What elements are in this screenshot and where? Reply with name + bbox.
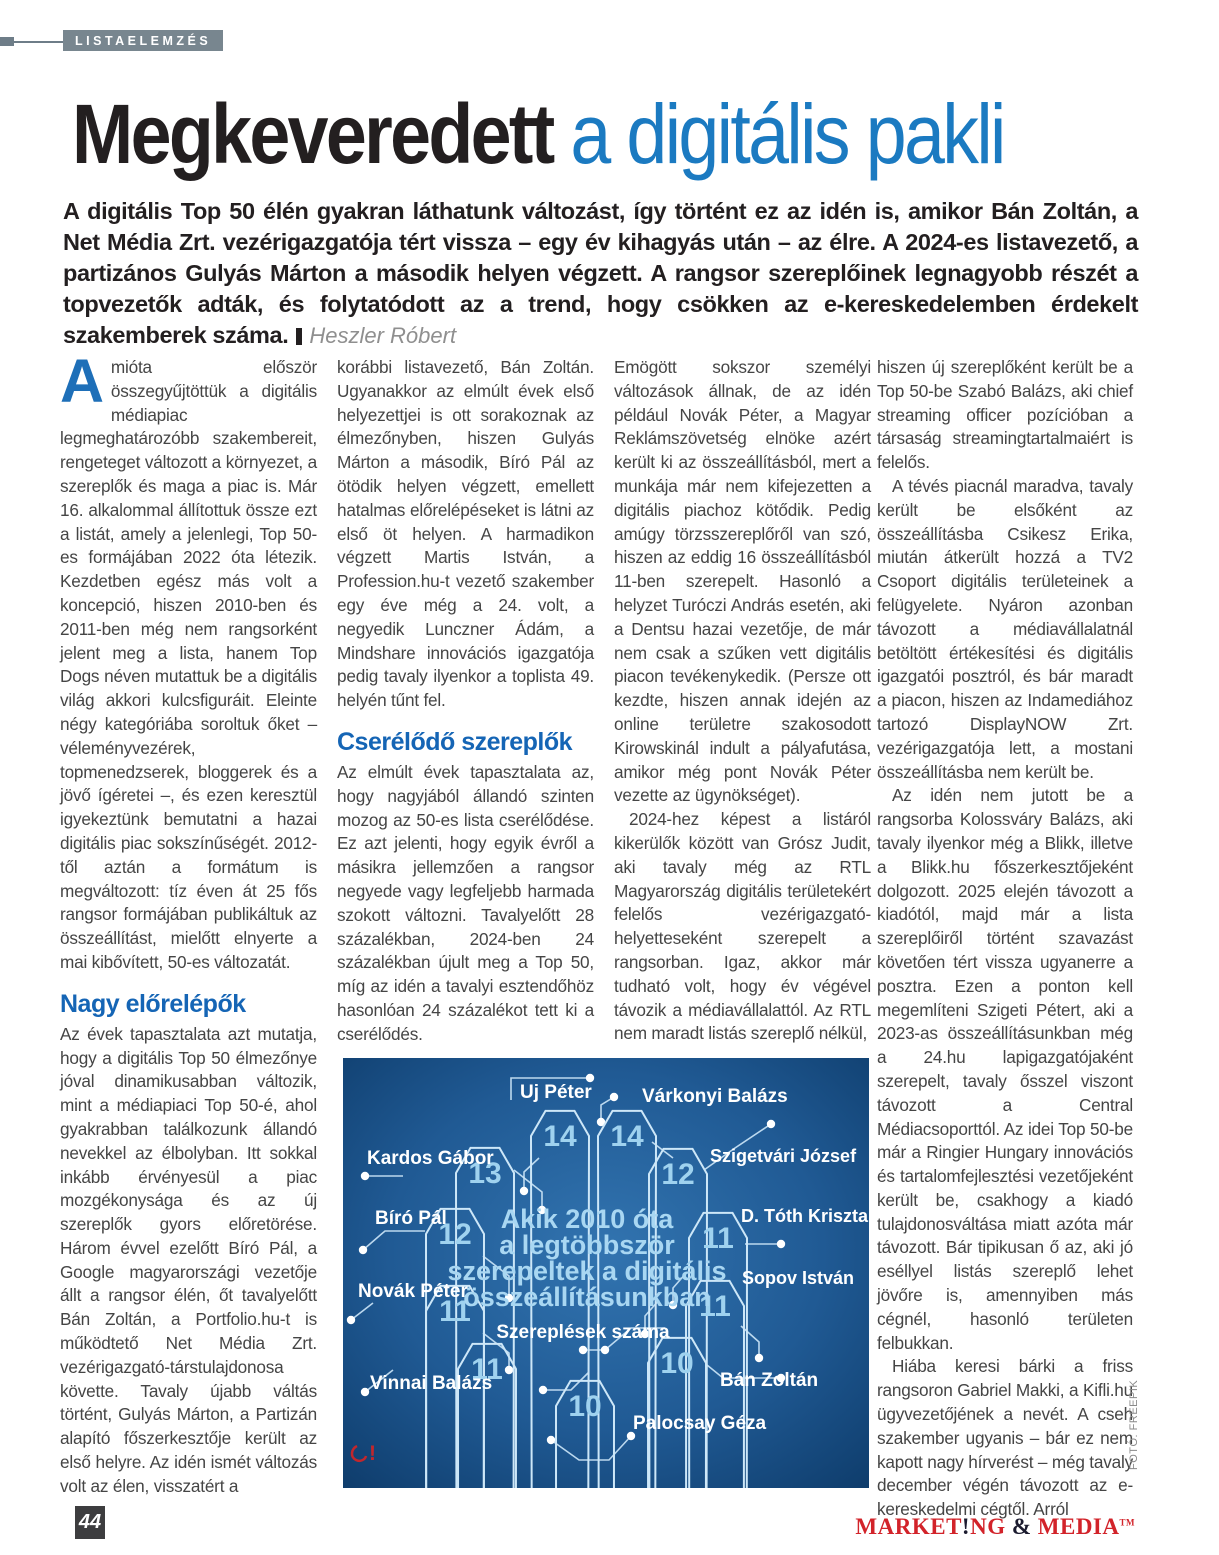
body-paragraph: Az elmúlt évek tapasztalata az, hogy nagyjából állandó szinten mozog az 50-es lista cserélődése. Ez azt jelenti, hogy egyik évről a másikra jellemzően a rangsor negyede vagy legfeljebb harmada szokott változni. Tavalyelőtt 28 százalékban, 2024-ben 24 százalékban újult meg a Top 50, míg az idén a tavalyi esztendőhöz hasonlóan 24 százalékot tett ki a cserélődés. bbox=[337, 761, 594, 1044]
person-name: Szigetvári József bbox=[710, 1146, 857, 1166]
person-name: Vinnai Balázs bbox=[370, 1373, 493, 1394]
logo-text: NG bbox=[970, 1514, 1012, 1539]
trace-dot bbox=[610, 1093, 618, 1101]
body-paragraph: Az évek tapasztalata azt mutatja, hogy a digitális Top 50 élmezőnye jóval dinamikusabban változik, mint a médiapiaci Top 50-é, ahol gyakrabban találkozunk állandó nevekkel az élbolyban. Itt sokkal inkább érvényesül a piac mozgékonysága és az új szereplők gyors előretörése. Három évvel ezelőtt Bíró Pál, a Google magyarországi vezetője állt a rangsor élén, őt tavalyelőtt Bán Zoltán, a Portfolio.hu-t is működtető Net Média Zrt. vezérigazgató-társtulajdonosa követte. Tavaly újabb váltás történt, Gulyás Márton, a Partizán alapító főszerkesztője került az első helyre. Az idén ismét változás volt az élen, visszatért a bbox=[60, 1023, 317, 1496]
trace-dot bbox=[520, 1187, 528, 1195]
body-paragraph bbox=[60, 347, 317, 975]
person-name: Kardos Gábor bbox=[367, 1148, 494, 1169]
infographic-title-line: a legtöbbször bbox=[499, 1230, 675, 1260]
infographic-title-line: összeállításunkban bbox=[463, 1282, 711, 1312]
person-name: Palocsay Géza bbox=[633, 1413, 767, 1434]
person-name: D. Tóth Kriszta bbox=[741, 1206, 869, 1226]
trace-dot bbox=[361, 1172, 369, 1180]
trace-dot bbox=[601, 1346, 609, 1354]
page-title bbox=[72, 86, 1157, 182]
hexagon-number: 12 bbox=[661, 1158, 695, 1191]
body-paragraph: A tévés piacnál maradva, tavaly került be elsőként az összeállításba Csikesz Erika, miután átkerült hozzá a TV2 Csoport digitális területeinek a felügyelete. Nyáron azonban távozott a médiavállalatnál betöltött értékesítési és digitális igazgatói posztról, és bár maradt a piacon, hiszen az Indamediához tartozó DisplayNOW Zrt. vezérigazgatója lett, a mostani összeállításba nem került be. bbox=[877, 475, 1133, 782]
trace-dot bbox=[547, 1436, 555, 1444]
logo-text: MARKET bbox=[855, 1514, 962, 1539]
section-kicker bbox=[63, 30, 223, 51]
hexagon-number: 13 bbox=[468, 1157, 502, 1190]
trace-dot bbox=[359, 1246, 367, 1254]
person-name: Bán Zoltán bbox=[720, 1370, 819, 1391]
hexagon-number: 11 bbox=[702, 1222, 734, 1255]
byline-author: Heszler Róbert bbox=[309, 323, 457, 348]
hexagon-number: 11 bbox=[699, 1290, 731, 1323]
logo-ampersand: & bbox=[1011, 1514, 1032, 1539]
person-name: Novák Péter bbox=[358, 1281, 468, 1302]
hexagon-number: 12 bbox=[438, 1218, 472, 1251]
hexagon-infographic bbox=[343, 1058, 869, 1488]
trace-dot bbox=[505, 1366, 513, 1374]
infographic-subtitle: Szereplések száma bbox=[496, 1322, 670, 1343]
section-heading: Cserélődő szereplők bbox=[337, 727, 573, 756]
trace-dot bbox=[361, 1388, 369, 1396]
trace-dot bbox=[539, 1386, 547, 1394]
body-paragraph: korábbi listavezető, Bán Zoltán. Ugyanakkor az elmúlt évek első helyezettjei is ott sorakoznak az élmezőnyben, hiszen Gulyás Márton a második, Bíró Pál az ötödik helyen végzett, emellett hatalmas előrelépéseket is látni az első öt helyen. A harmadikon végzett Martis István, a Profession.hu-t vezető szakember egy éve még a 24. volt, a negyedik Lunczner Ádám, a Mindshare innovációs igazgatója pedig tavaly ilyenkor a toplista 49. helyén tűnt fel. bbox=[337, 357, 594, 711]
trace-dot bbox=[777, 1240, 785, 1248]
trace-dot bbox=[347, 1316, 355, 1324]
hexagon-number: 10 bbox=[568, 1390, 602, 1423]
body-column-2 bbox=[337, 356, 594, 1047]
body-paragraph: 2024-hez képest a listáról kikerülők között van Grósz Judit, aki tavaly még az RTL Magyarország digitális területekért felelős vezérigazgató-helyetteseként szerepelt a rangsorban. Igaz, akkor már tudható volt, hogy év végével távozik a médiavállalattól. Az RTL nem maradt listás szereplő nélkül, bbox=[614, 809, 871, 1044]
page-number bbox=[75, 1506, 105, 1539]
hexagon-number: 11 bbox=[471, 1353, 503, 1386]
logo-trademark: TM bbox=[1119, 1517, 1135, 1528]
person-name: Sopov István bbox=[742, 1268, 855, 1288]
trace-dot bbox=[767, 1120, 775, 1128]
body-paragraph: Emögött sokszor személyi változások állnak, de az idén például Novák Péter, a Magyar Reklámszövetség elnöke azért került ki az összeállításból, mert a munkája már nem kifejezetten a digitális piachoz kötődik. Pedig amúgy törzsszereplőről van szó, hiszen az eddig 16 összeállításból 11-ben szerepelt. Hasonló a helyzet Turóczi András esetén, aki a Dentsu hazai vezetője, de már nem csak a szűken vett digitális piacon tevékenykedik. (Persze ott kezdte, hiszen annak idején az online területre szakosodott Kirowskinál indult a pályafutása, amikor még pont Novák Péter vezette az ügynökséget). bbox=[614, 357, 871, 806]
hexagon-number: 11 bbox=[439, 1295, 471, 1328]
person-name: Bíró Pál bbox=[375, 1208, 447, 1229]
lead-divider bbox=[296, 328, 302, 345]
infographic-title-line: szerepeltek a digitális bbox=[447, 1256, 727, 1286]
logo-text: MEDIA bbox=[1031, 1514, 1120, 1539]
body-text: mióta először összegyűjtöttük a digitális médiapiac legmeghatározóbb szakembereit, rengeteget változott a környezet, a szereplők és maga a piac is. Már 16. alkalommal állítottuk össze ezt a listát, amely a jelenlegi, Top 50-es formájában 2022 óta létezik. Kezdetben egész más volt a koncepció, hiszen 2010-ben és 2011-ben még nem rangsorként jelent meg a lista, hanem Top Dogs néven mutattuk be a digitális világ akkori kulcsfiguráit. Eleinte négy kategóriába soroltuk őket – véleményvezérek, topmenedzserek, bloggerek és a jövő ígéretei –, és ezen keresztül igyekeztünk bemutatni a hazai digitális piac sokszínűségét. 2012-től aztán a formátum is megváltozott: tíz éven át 25 fős rangsor formájában publikáltuk az összeállítást, mielőtt elnyerte a mai kibővített, 50-es változatát. bbox=[60, 357, 317, 972]
hexagon-number: 10 bbox=[660, 1347, 694, 1380]
hexagon-number: 14 bbox=[610, 1120, 644, 1153]
infographic-brand-mark: ! bbox=[369, 1442, 376, 1465]
section-kicker-label: LISTAELEMZÉS bbox=[75, 33, 212, 48]
person-name: Uj Péter bbox=[520, 1082, 592, 1103]
trace-dot bbox=[579, 1346, 587, 1354]
drop-cap: A bbox=[60, 347, 104, 415]
lead-text: A digitális Top 50 élén gyakran láthatunk változást, így történt ez az idén is, amikor Bán Zoltán, a Net Média Zrt. vezérigazgatója tért vissza – egy év kihagyás után – az élre. A 2024-es listavezető, a partizános Gulyás Márton a második helyen végzett. A rangsor szereplőinek legnagyobb részét a topvezetők adták, és folytatódott az a trend, hogy csökken az e-kereskedelemben érdekelt szakemberek száma. bbox=[63, 198, 1138, 348]
body-paragraph: hiszen új szereplőként került be a Top 50-be Szabó Balázs, aki chief streaming officer pozícióban a társaság streamingtartalmaiért is felelős. bbox=[877, 357, 1133, 473]
trace-dot bbox=[586, 1074, 594, 1082]
body-column-3 bbox=[614, 356, 871, 1046]
trace-dot bbox=[755, 1354, 763, 1362]
body-paragraph: Az idén nem jutott be a rangsorba Kolossváry Balázs, aki tavaly ilyenkor még a Blikk, illetve a Blikk.hu főszerkesztőjeként dolgozott. 2025 elején távozott a kiadótól, majd már a lista szereplőiről történt szavazást követően tért vissza ugyanerre a posztra. Ezen a ponton kell megemlíteni Szigeti Pétert, aki a 2023-as összeállításunkban még a 24.hu lapigazgatójaként szerepelt, tavaly ősszel viszont távozott a Central Médiacsoporttól. Az idei Top 50-be már a Ringier Hungary innovációs és tartalomfejlesztési vezetőjeként került be, csakhogy a kiadó tulajdonosváltása miatt azóta már távozott. Bár tipikusan ő az, aki jó eséllyel listás szereplő lehet jövőre is, amennyiben más cégnél, hasonló területen felbukkan. bbox=[877, 785, 1133, 1353]
section-heading: Nagy előrelépők bbox=[60, 989, 246, 1018]
person-name: Várkonyi Balázs bbox=[642, 1086, 788, 1107]
infographic-title-line: Akik 2010 óta bbox=[500, 1204, 674, 1234]
body-column-4 bbox=[877, 356, 1133, 1522]
body-column-1 bbox=[60, 347, 317, 1499]
page-title-blue: a digitális pakli bbox=[552, 87, 1004, 181]
kicker-rule bbox=[0, 41, 63, 43]
lead-paragraph bbox=[63, 196, 1138, 351]
photo-credit: FOTÓ: FREEPIK bbox=[1128, 1379, 1140, 1470]
body-paragraph: Hiába keresi bárki a friss rangsoron Gabriel Makki, a Kifli.hu ügyvezetőjének a nevét. A cseh szakember ugyanis – bár ez nem kapott nagy hírverést – még tavaly december végén távozott az e-kereskedelmi cégtől. Arról bbox=[877, 1356, 1133, 1520]
page-number-value: 44 bbox=[78, 1511, 102, 1533]
logo-exclamation: ! bbox=[961, 1514, 971, 1539]
page-title-black: Megkeveredett bbox=[72, 87, 553, 181]
publication-logo bbox=[855, 1514, 1135, 1540]
hexagon-number: 14 bbox=[543, 1120, 577, 1153]
